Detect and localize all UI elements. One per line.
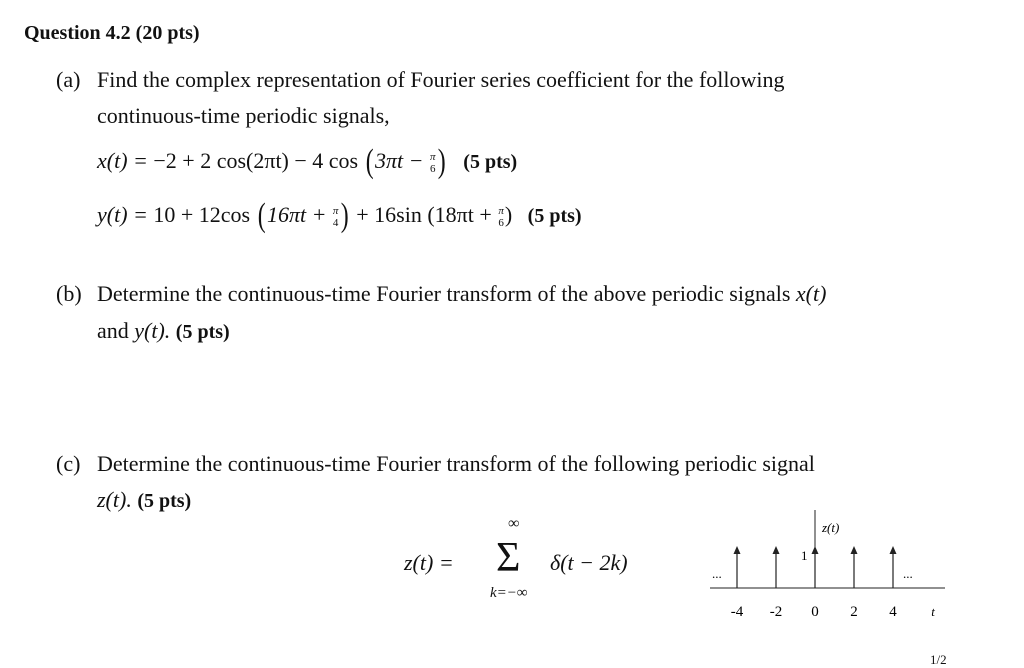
impulse-height-label: 1 [801, 548, 808, 563]
equation-y-fraction1 [333, 205, 339, 229]
part-c-line2 [97, 487, 191, 513]
equation-y-points: (5 pts) [527, 205, 582, 227]
page-number: 1/2 [930, 652, 947, 667]
impulse-0 [812, 546, 819, 588]
part-b-text: Determine the continuous-time Fourier transform of the above periodic signals [97, 281, 796, 306]
equation-y-inner1: 16πt + [266, 202, 332, 227]
part-b-text2: and [97, 318, 135, 343]
sum-top-limit: ∞ [508, 515, 520, 532]
impulse-4 [890, 546, 897, 588]
part-a-line2: continuous-time periodic signals, [97, 103, 390, 128]
impulse-minus2 [773, 546, 780, 588]
tick-label: 0 [811, 604, 819, 620]
ellipsis-left: ... [712, 566, 722, 581]
question-title: Question 4.2 (20 pts) [24, 22, 200, 44]
frac-num: π [332, 204, 339, 217]
paren-open: ( [365, 143, 374, 180]
frac-num: π [498, 204, 504, 217]
part-c-points: (5 pts) [137, 490, 192, 512]
ellipsis-right: ... [903, 566, 913, 581]
x-axis-label: t [931, 604, 935, 619]
frac-den: 4 [332, 216, 339, 229]
sum-bottom-limit: k=−∞ [490, 585, 528, 601]
sum-symbol: Σ [496, 535, 521, 581]
equation-x-inner: 3πt − [374, 148, 429, 173]
part-a-line1: Find the complex representation of Fourier series coefficient for the following [97, 67, 785, 92]
part-a-marker: (a) [56, 67, 81, 92]
tick-label: 4 [889, 604, 897, 620]
equation-y-lhs: y(t) = [97, 202, 154, 227]
part-b-math-y: y(t). [134, 318, 171, 343]
impulse-2 [851, 546, 858, 588]
paren-close: ) [341, 197, 350, 234]
equation-y [97, 197, 582, 235]
frac-den: 6 [429, 162, 436, 175]
equation-x-fraction [430, 151, 436, 175]
part-b-points: (5 pts) [175, 321, 230, 343]
frac-den: 6 [498, 216, 504, 229]
equation-x-points: (5 pts) [463, 151, 518, 173]
frac-num: π [429, 150, 436, 163]
sum-eq-lhs: z(t) = [404, 550, 454, 575]
equation-y-close: ) [504, 202, 513, 227]
part-b-line2 [97, 318, 230, 344]
sum-body: δ(t − 2k) [550, 550, 628, 575]
equation-x-lhs: x(t) = [97, 148, 154, 173]
part-b-line1 [97, 281, 826, 307]
impulse-train-plot [700, 510, 960, 630]
part-b-math-x: x(t) [795, 281, 827, 306]
tick-label: -4 [730, 604, 744, 620]
paren-open: ( [257, 197, 266, 234]
paren-close: ) [438, 143, 447, 180]
equation-y-body2: + 16sin (18πt + [350, 202, 498, 227]
impulse-minus4 [734, 546, 741, 588]
equation-y-body1: 10 + 12cos [153, 202, 256, 227]
part-b-marker: (b) [56, 281, 82, 306]
part-c-line1: Determine the continuous-time Fourier transform of the following periodic signal [97, 451, 815, 476]
part-c-marker: (c) [56, 451, 81, 476]
tick-label: 2 [850, 604, 858, 620]
equation-y-fraction2 [498, 205, 504, 229]
equation-x-body: −2 + 2 cos(2πt) − 4 cos [153, 148, 364, 173]
tick-label: -2 [769, 604, 783, 620]
part-c-math-z: z(t). [97, 487, 132, 512]
equation-x [97, 143, 517, 181]
plot-label: z(t) [822, 520, 840, 535]
